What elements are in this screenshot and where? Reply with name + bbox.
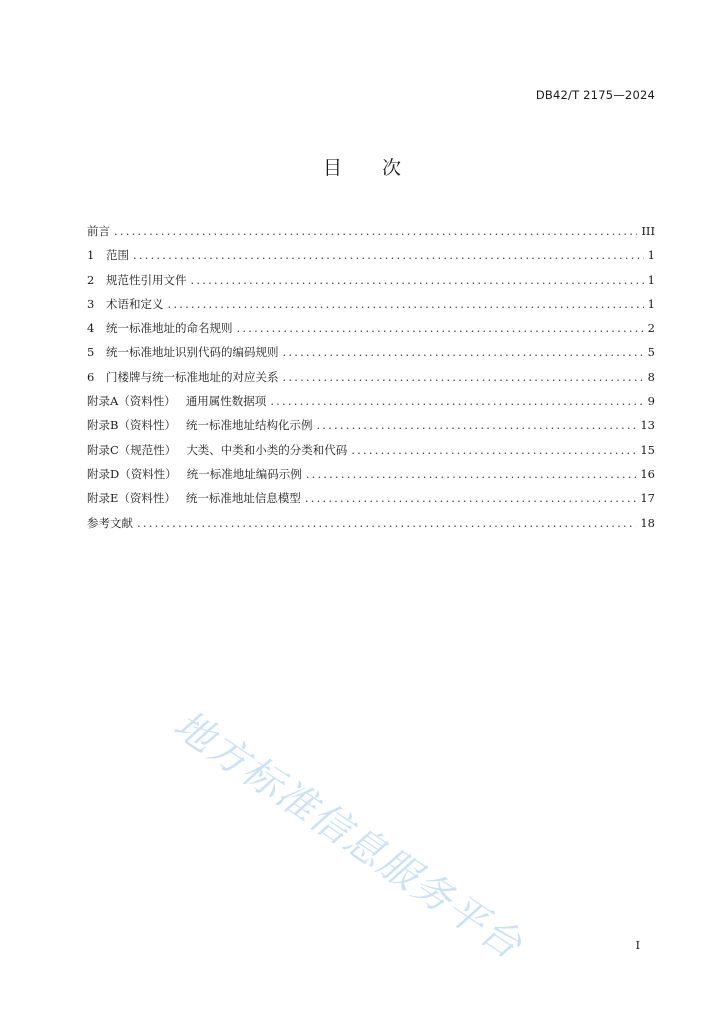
toc-entry-number: 3	[87, 296, 95, 311]
toc-entry-page: 8	[647, 369, 655, 384]
toc-entry-number: 6	[87, 369, 95, 384]
toc-dot-leader	[306, 462, 637, 486]
toc-entry-page: 1	[647, 296, 655, 311]
toc-entry-number: 4	[87, 321, 95, 336]
toc-entry-label: 统一标准地址信息模型	[185, 491, 301, 506]
watermark: 地方标准信息服务平台	[165, 702, 531, 969]
title-char-2: 次	[382, 157, 402, 179]
page-number: I	[635, 939, 640, 952]
toc-dot-leader	[351, 438, 636, 462]
toc-dot-leader	[114, 219, 637, 243]
toc-entry-label: 统一标准地址编码示例	[186, 466, 302, 481]
toc-entry-5[interactable]	[87, 340, 655, 364]
toc-entry-page: 1	[647, 272, 655, 287]
toc-dot-leader	[168, 292, 644, 316]
toc-entry-number: 1	[87, 248, 95, 263]
toc-appendix-type: 附录E（资料性）	[87, 491, 176, 506]
toc-entry-page: 17	[640, 491, 655, 506]
toc-entry-appendix-a[interactable]	[87, 389, 655, 413]
toc-dot-leader	[316, 413, 636, 437]
toc-entry-label: 范围	[106, 248, 129, 263]
page-title	[0, 153, 724, 180]
toc-dot-leader	[283, 365, 644, 389]
toc-entry-label: 前言	[87, 224, 110, 238]
toc-entry-6[interactable]	[87, 365, 655, 389]
toc-entry-references[interactable]	[87, 511, 655, 535]
toc-entry-label: 统一标准地址结构化示例	[185, 418, 313, 433]
toc-entry-page: 16	[640, 466, 655, 481]
toc-entry-label: 统一标准地址识别代码的编码规则	[106, 345, 279, 360]
toc-entry-foreword[interactable]	[87, 219, 655, 243]
toc-entry-appendix-d[interactable]	[87, 462, 655, 486]
toc-dot-leader	[191, 268, 644, 292]
toc-entry-page: 18	[640, 515, 655, 530]
toc-appendix-type: 附录C（规范性）	[87, 442, 177, 457]
toc-entry-label: 通用属性数据项	[185, 394, 267, 409]
toc-appendix-type: 附录B（资料性）	[87, 418, 176, 433]
toc-dot-leader	[305, 486, 636, 510]
toc-entry-1[interactable]	[87, 243, 655, 267]
toc-dot-leader	[133, 243, 644, 267]
toc-entry-label: 术语和定义	[106, 296, 164, 311]
toc-entry-number: 5	[87, 345, 95, 360]
toc-entry-page: III	[641, 224, 655, 238]
toc-entry-appendix-e[interactable]	[87, 486, 655, 510]
toc-entry-label: 统一标准地址的命名规则	[106, 321, 233, 336]
toc-entry-page: 13	[640, 418, 655, 433]
toc-entry-page: 2	[647, 321, 655, 336]
toc-entry-2[interactable]	[87, 268, 655, 292]
toc-entry-label: 规范性引用文件	[106, 272, 187, 287]
toc-entry-page: 5	[647, 345, 655, 360]
toc-entry-label: 大类、中类和小类的分类和代码	[186, 442, 348, 457]
toc-entry-page: 15	[640, 442, 655, 457]
standard-code: DB42/T 2175—2024	[535, 88, 655, 102]
toc-entry-appendix-b[interactable]	[87, 413, 655, 437]
toc-entry-number: 2	[87, 272, 95, 287]
toc-dot-leader	[270, 389, 643, 413]
toc-entry-label: 参考文献	[87, 515, 133, 530]
toc-entry-4[interactable]	[87, 316, 655, 340]
toc-dot-leader	[283, 340, 644, 364]
toc-appendix-type: 附录D（资料性）	[87, 466, 177, 481]
toc-entry-page: 9	[647, 394, 655, 409]
toc-entry-label: 门楼牌与统一标准地址的对应关系	[106, 369, 279, 384]
toc-dot-leader	[237, 316, 644, 340]
toc-entry-appendix-c[interactable]	[87, 438, 655, 462]
toc-dot-leader	[137, 511, 636, 535]
toc-appendix-type: 附录A（资料性）	[87, 394, 176, 409]
title-char-1: 目	[322, 157, 342, 179]
toc-entry-page: 1	[647, 248, 655, 263]
toc-entry-3[interactable]	[87, 292, 655, 316]
table-of-contents	[87, 219, 655, 535]
